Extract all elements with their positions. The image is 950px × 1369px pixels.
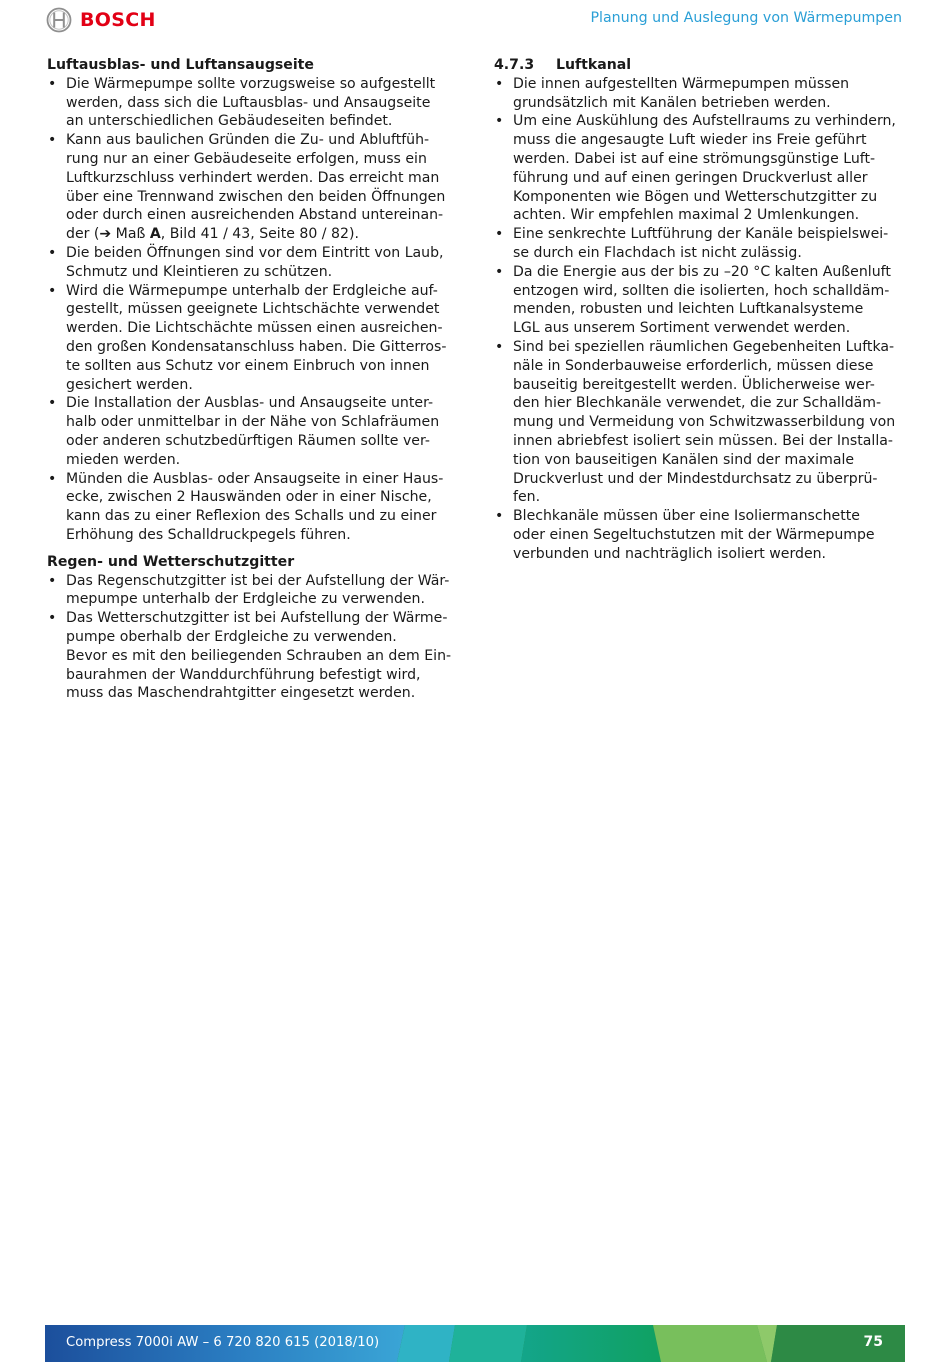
right-column: [494, 56, 906, 564]
text-line: werden, dass sich die Luftausblas- und Ansaugseite: [66, 94, 431, 111]
text-line: Luftkurzschluss verhindert werden. Das erreicht man: [66, 169, 440, 186]
list-item: [494, 507, 906, 563]
list-item: [47, 572, 459, 610]
text-line: mieden werden.: [66, 451, 181, 468]
text-line: fen.: [513, 489, 541, 506]
bosch-armature-icon: [46, 7, 72, 33]
ref-text: Maß: [111, 226, 150, 243]
text-line: oder anderen schutzbedürftigen Räumen sollte ver-: [66, 432, 430, 449]
text-line: ecke, zwischen 2 Hauswänden oder in einer Nische,: [66, 489, 432, 506]
text-line: • Münden die Ausblas- oder Ansaugseite in einer Haus-: [66, 470, 444, 487]
list-item: [494, 75, 906, 113]
text-line: den hier Blechkanäle verwendet, die zur Schalldäm-: [513, 395, 882, 412]
text-line: an unterschiedlichen Gebäudeseiten befindet.: [66, 113, 393, 130]
text-line: • Eine senkrechte Luftführung der Kanäle beispielswei-: [513, 226, 889, 243]
text-line: menden, robusten und leichten Luftkanalsysteme: [513, 301, 864, 318]
list-item: [47, 131, 459, 244]
list-item: [47, 394, 459, 469]
text-line: pumpe oberhalb der Erdgleiche zu verwenden.: [66, 628, 397, 645]
text-line: • Das Wetterschutzgitter ist bei Aufstellung der Wärme-: [66, 610, 448, 627]
text-line: baurahmen der Wanddurchführung befestigt wird,: [66, 666, 421, 683]
list-schutzgitter: [47, 572, 459, 704]
heading-regen-wetterschutz: Regen- und Wetterschutzgitter: [47, 553, 295, 570]
text-line: grundsätzlich mit Kanälen betrieben werden.: [513, 94, 831, 111]
text-line: kann das zu einer Reflexion des Schalls und zu einer: [66, 508, 437, 525]
text-line: muss das Maschendrahtgitter eingesetzt werden.: [66, 685, 416, 702]
text-line: • Die beiden Öffnungen sind vor dem Eintritt von Laub,: [66, 244, 444, 261]
cross-reference-line: [66, 225, 459, 244]
text-line: • Die Wärmepumpe sollte vorzugsweise so aufgestellt: [66, 75, 436, 92]
text-line: mepumpe unterhalb der Erdgleiche zu verwenden.: [66, 591, 425, 608]
page-number: 75: [863, 1334, 883, 1350]
text-line: entzogen wird, sollten die isolierten, hoch schalldäm-: [513, 282, 890, 299]
text-line: muss die angesaugte Luft wieder ins Freie geführt: [513, 132, 867, 149]
text-line: • Die innen aufgestellten Wärmepumpen müssen: [513, 75, 850, 92]
text-line: oder durch einen ausreichenden Abstand untereinan-: [66, 207, 444, 224]
text-line: • Das Regenschutzgitter ist bei der Aufstellung der Wär-: [66, 572, 450, 589]
text-line: • Blechkanäle müssen über eine Isoliermanschette: [513, 508, 860, 525]
section-number: 4.7.3: [494, 57, 535, 73]
text-line: bauseitig bereitgestellt werden. Üblicherweise wer-: [513, 376, 875, 393]
ref-text: der (: [66, 226, 100, 243]
text-line: te sollten aus Schutz vor einem Einbruch von innen: [66, 357, 430, 374]
text-line: rung nur an einer Gebäudeseite erfolgen, muss ein: [66, 150, 427, 167]
footer-bar: [45, 1325, 905, 1362]
text-line: Komponenten wie Bögen und Wetterschutzgitter zu: [513, 188, 878, 205]
text-line: verbunden und nachträglich isoliert werden.: [513, 545, 827, 562]
list-item: [47, 75, 459, 131]
text-line: gestellt, müssen geeignete Lichtschächte verwendet: [66, 301, 440, 318]
ref-dimension-label: A: [149, 226, 161, 243]
list-item: [494, 225, 906, 263]
text-line: gesichert werden.: [66, 376, 193, 393]
text-line: Erhöhung des Schalldruckpegels führen.: [66, 526, 351, 543]
text-line: • Sind bei speziellen räumlichen Gegebenheiten Luftka-: [513, 338, 895, 355]
list-item: [47, 470, 459, 545]
text-line: näle in Sonderbauweise erforderlich, müssen diese: [513, 357, 874, 374]
text-line: Druckverlust und der Mindestdurchsatz zu überprü-: [513, 470, 878, 487]
list-item: [494, 112, 906, 225]
text-line: führung und auf einen geringen Druckverlust aller: [513, 169, 868, 186]
text-line: se durch ein Flachdach ist nicht zulässig.: [513, 244, 802, 261]
page-header-title: Planung und Auslegung von Wärmepumpen: [590, 10, 902, 26]
list-luftausblas: [47, 75, 459, 545]
text-line: Bevor es mit den beiliegenden Schrauben an dem Ein-: [66, 647, 452, 664]
list-item: [47, 609, 459, 703]
text-line: oder einen Segeltuchstutzen mit der Wärmepumpe: [513, 526, 875, 543]
list-item: [494, 338, 906, 507]
text-line: • Kann aus baulichen Gründen die Zu- und Abluftfüh-: [66, 132, 430, 149]
text-line: den großen Kondensatanschluss haben. Die Gitterros-: [66, 338, 447, 355]
text-line: LGL aus unserem Sortiment verwendet werden.: [513, 320, 851, 337]
text-line: werden. Die Lichtschächte müssen einen ausreichen-: [66, 320, 443, 337]
list-item: [47, 282, 459, 395]
footer-document-id: Compress 7000i AW – 6 720 820 615 (2018/10): [66, 1335, 380, 1350]
text-line: mung und Vermeidung von Schwitzwasserbildung von: [513, 414, 896, 431]
text-line: • Um eine Auskühlung des Aufstellraums zu verhindern,: [513, 113, 896, 130]
text-line: über eine Trennwand zwischen den beiden Öffnungen: [66, 188, 446, 205]
text-line: • Wird die Wärmepumpe unterhalb der Erdgleiche auf-: [66, 282, 438, 299]
text-line: • Die Installation der Ausblas- und Ansaugseite unter-: [66, 395, 434, 412]
text-line: werden. Dabei ist auf eine strömungsgünstige Luft-: [513, 150, 876, 167]
section-heading-luftkanal: [494, 56, 906, 75]
text-line: Schmutz und Kleintieren zu schützen.: [66, 263, 333, 280]
arrow-right-icon: ➔: [99, 226, 112, 243]
list-luftkanal: [494, 75, 906, 564]
heading-luftausblas: Luftausblas- und Luftansaugseite: [47, 57, 314, 73]
text-line: innen abriebfest isoliert sein müssen. Bei der Installa-: [513, 432, 893, 449]
brand-name: BOSCH: [80, 9, 156, 31]
list-item: [494, 263, 906, 338]
left-column: [47, 56, 459, 703]
text-line: halb oder unmittelbar in der Nähe von Schlafräumen: [66, 414, 440, 431]
section-title: Luftkanal: [556, 57, 632, 73]
text-line: tion von bauseitigen Kanälen sind der maximale: [513, 451, 855, 468]
bosch-logo: [46, 7, 156, 33]
text-line: achten. Wir empfehlen maximal 2 Umlenkungen.: [513, 207, 860, 224]
ref-text: , Bild 41 / 43, Seite 80 / 82).: [160, 226, 359, 243]
list-item: [47, 244, 459, 282]
text-line: • Da die Energie aus der bis zu –20 °C kalten Außenluft: [513, 263, 891, 280]
